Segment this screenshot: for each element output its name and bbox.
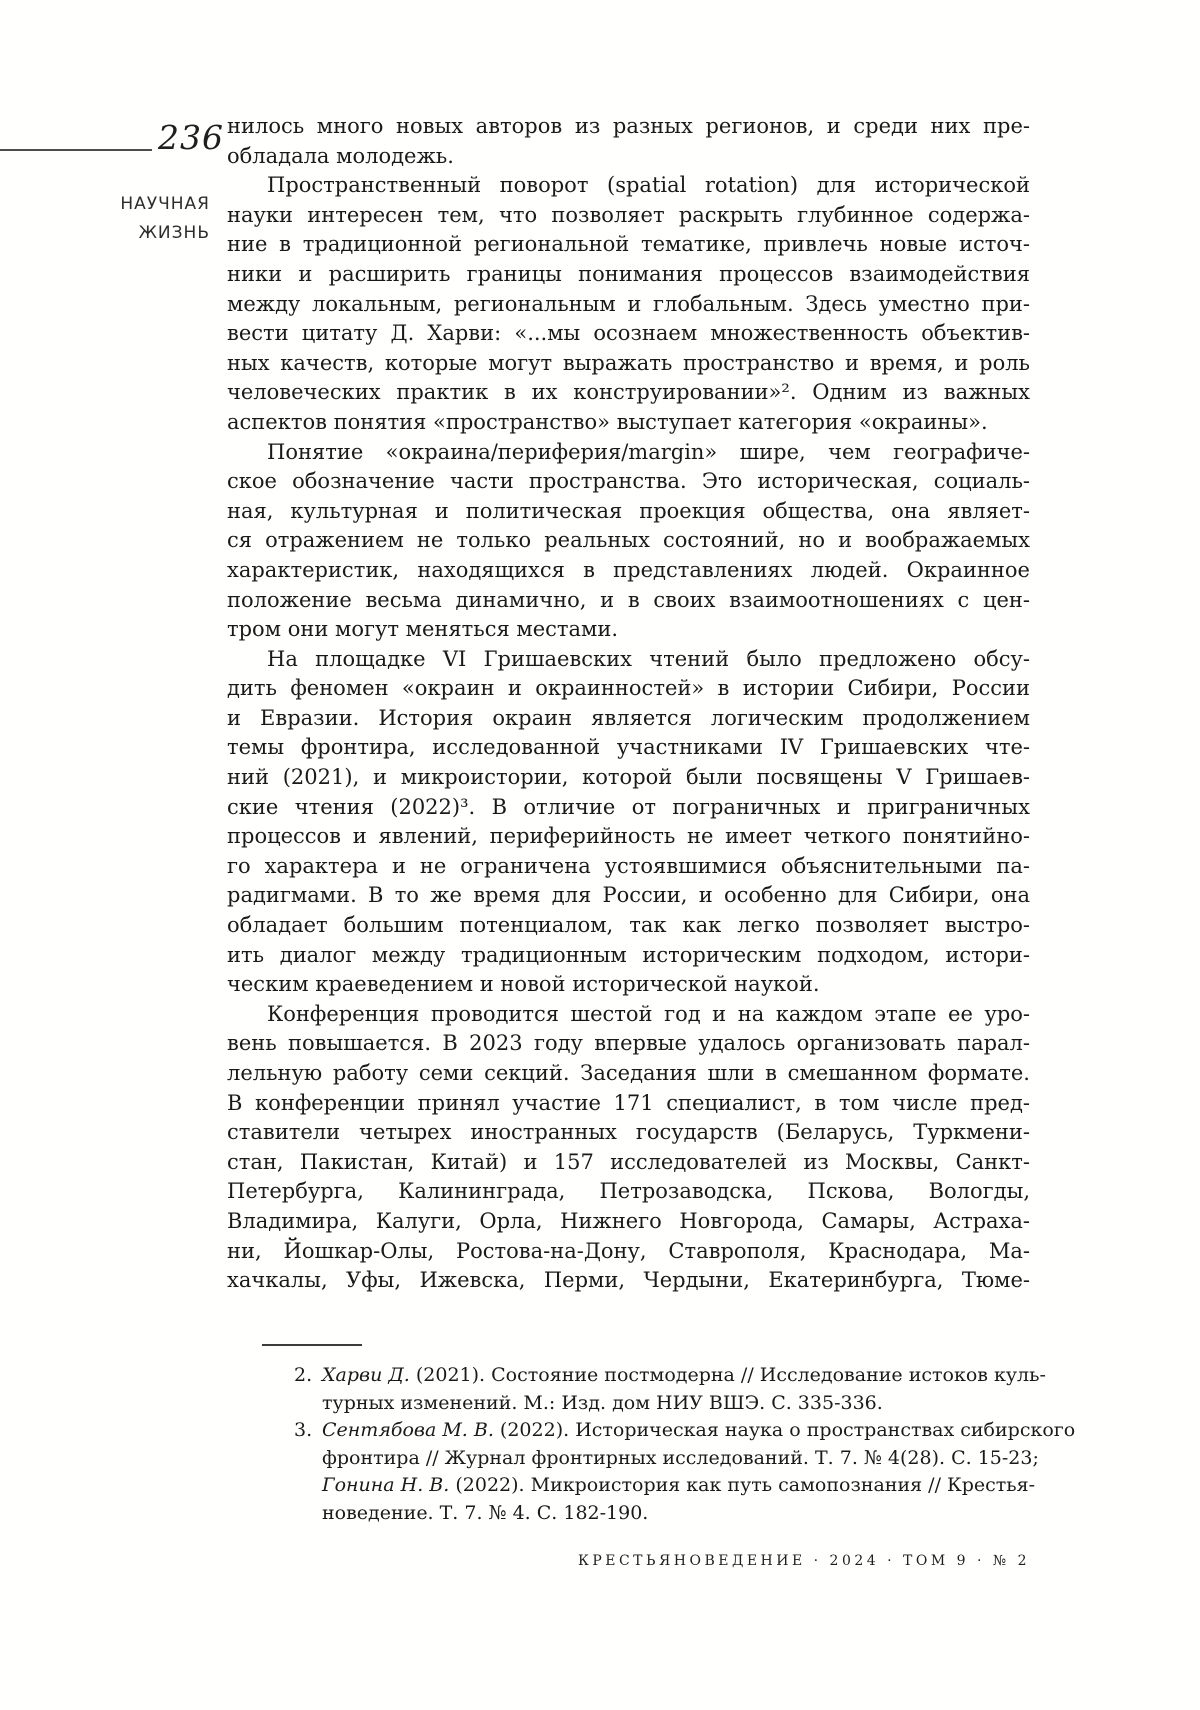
footnote-author: Гонина Н. В.	[322, 1474, 450, 1497]
body-line: ная, культурная и политическая проекция общества, она являет-	[227, 498, 1030, 523]
paragraph	[227, 171, 1030, 437]
footnote-marker: 3.	[294, 1419, 313, 1442]
body-line: обладала молодежь.	[227, 143, 454, 168]
body-line: стан, Пакистан, Китай) и 157 исследователей из Москвы, Санкт-	[227, 1149, 1030, 1174]
body-line: характеристик, находящихся в представлениях людей. Окраинное	[227, 557, 1030, 582]
body-line: На площадке VI Гришаевских чтений было предложено обсу-	[267, 646, 1030, 671]
footnote-text: турных изменений. М.: Изд. дом НИУ ВШЭ. С. 335-336.	[322, 1391, 883, 1414]
body-line: темы фронтира, исследованной участниками IV Гришаевских чте-	[227, 735, 1030, 760]
body-line: положение весьма динамично, и в своих взаимоотношениях с цен-	[227, 587, 1030, 612]
body-line: ские чтения (2022)³. В отличие от пограничных и приграничных	[227, 794, 1030, 819]
body-line: го характера и не ограничена устоявшимися объяснительными па-	[227, 853, 1030, 878]
page-number-rule	[0, 149, 152, 151]
body-line: ни, Йошкар-Олы, Ростова-на-Дону, Ставрополя, Краснодара, Ма-	[227, 1238, 1030, 1263]
body-line: процессов и явлений, периферийность не имеет четкого понятийно-	[227, 824, 1030, 849]
paragraph	[227, 645, 1030, 1000]
body-line: Понятие «окраина/периферия/margin» шире, чем географиче-	[267, 439, 1030, 464]
footnote-line	[322, 1390, 1030, 1418]
paragraph	[227, 1000, 1030, 1296]
body-line: и Евразии. История окраин является логическим продолжением	[227, 705, 1030, 730]
body-text	[227, 112, 1030, 1296]
body-line: ники и расширить границы понимания процессов взаимодействия	[227, 261, 1030, 286]
footnote-line	[294, 1362, 1046, 1390]
footnote-author: Сентябова М. В.	[322, 1419, 494, 1442]
footnote-line	[322, 1445, 1039, 1473]
body-line: науки интересен тем, что позволяет раскрыть глубинное содержа-	[227, 202, 1030, 227]
footnote	[262, 1362, 1046, 1417]
body-line: аспектов понятия «пространство» выступает категория «окраины».	[227, 409, 988, 434]
body-line: между локальным, региональным и глобальным. Здесь уместно при-	[227, 291, 1030, 316]
footnote-text: (2022). Историческая наука о пространствах сибирского	[493, 1419, 1076, 1442]
footnote-line	[322, 1472, 1036, 1500]
footnote-text: новедение. Т. 7. № 4. С. 182-190.	[322, 1501, 649, 1524]
body-line: В конференции принял участие 171 специалист, в том числе пред-	[227, 1090, 1030, 1115]
body-line: тром они могут меняться местами.	[227, 617, 619, 642]
footnote-text: (2021). Состояние постмодерна // Исследование истоков куль-	[409, 1364, 1046, 1386]
footnote-text: (2022). Микроистория как путь самопознания // Крестья-	[449, 1474, 1036, 1497]
body-line: ское обозначение части пространства. Это историческая, социаль-	[227, 469, 1030, 494]
footnote-separator-rule	[262, 1344, 362, 1346]
body-line: лельную работу семи секций. Заседания шли в смешанном формате.	[227, 1061, 1030, 1085]
section-label	[30, 190, 210, 248]
journal-footer: КРЕСТЬЯНОВЕДЕНИЕ · 2024 · ТОМ 9 · № 2	[578, 1553, 1030, 1569]
body-line: человеческих практик в их конструировании»². Одним из важных	[227, 380, 1030, 405]
body-line: радигмами. В то же время для России, и особенно для Сибири, она	[227, 883, 1030, 908]
body-line: обладает большим потенциалом, так как легко позволяет выстро-	[227, 913, 1030, 938]
body-line: Конференция проводится шестой год и на каждом этапе ее уро-	[267, 1001, 1030, 1026]
body-line: дить феномен «окраин и окраинностей» в истории Сибири, России	[227, 676, 1030, 701]
body-line: вести цитату Д. Харви: «...мы осознаем множественность объектив-	[227, 321, 1030, 346]
body-line: вень повышается. В 2023 году впервые удалось организовать парал-	[227, 1031, 1030, 1056]
body-line: ческим краеведением и новой исторической наукой.	[227, 972, 820, 997]
body-line: Петербурга, Калининграда, Петрозаводска, Пскова, Вологды,	[227, 1179, 1030, 1204]
section-label-line2: ЖИЗНЬ	[138, 223, 210, 243]
footnote-marker: 2.	[294, 1364, 313, 1386]
body-line: ить диалог между традиционным историческим подходом, истори-	[227, 942, 1030, 967]
footnote-list	[262, 1362, 1076, 1528]
footnotes	[262, 1344, 1076, 1528]
body-line: ние в традиционной региональной тематике, привлечь новые источ-	[227, 232, 1030, 257]
body-line: Пространственный поворот (spatial rotation) для исторической	[267, 173, 1030, 198]
body-line: ний (2021), и микроистории, которой были посвящены V Гришаев-	[227, 765, 1030, 790]
paragraph	[227, 438, 1030, 645]
footnote-author: Харви Д.	[322, 1364, 410, 1386]
body-line: ставители четырех иностранных государств (Беларусь, Туркмени-	[227, 1120, 1030, 1145]
footnote	[262, 1417, 1076, 1527]
section-label-line1: НАУЧНАЯ	[120, 194, 210, 214]
footnote-text: фронтира // Журнал фронтирных исследований. Т. 7. № 4(28). С. 15-23;	[322, 1446, 1039, 1469]
paragraph	[227, 112, 1030, 171]
body-line: ных качеств, которые могут выражать пространство и время, и роль	[227, 350, 1030, 375]
page-number: 236	[158, 118, 224, 157]
body-line: нилось много новых авторов из разных регионов, и среди них пре-	[227, 114, 1030, 138]
body-line: Владимира, Калуги, Орла, Нижнего Новгорода, Самары, Астраха-	[227, 1208, 1030, 1233]
footnote-line	[322, 1500, 1030, 1528]
body-line: ся отражением не только реальных состояний, но и воображаемых	[227, 528, 1030, 553]
body-line: хачкалы, Уфы, Ижевска, Перми, Чердыни, Екатеринбурга, Тюме-	[227, 1268, 1030, 1293]
footnote-line	[294, 1417, 1076, 1445]
